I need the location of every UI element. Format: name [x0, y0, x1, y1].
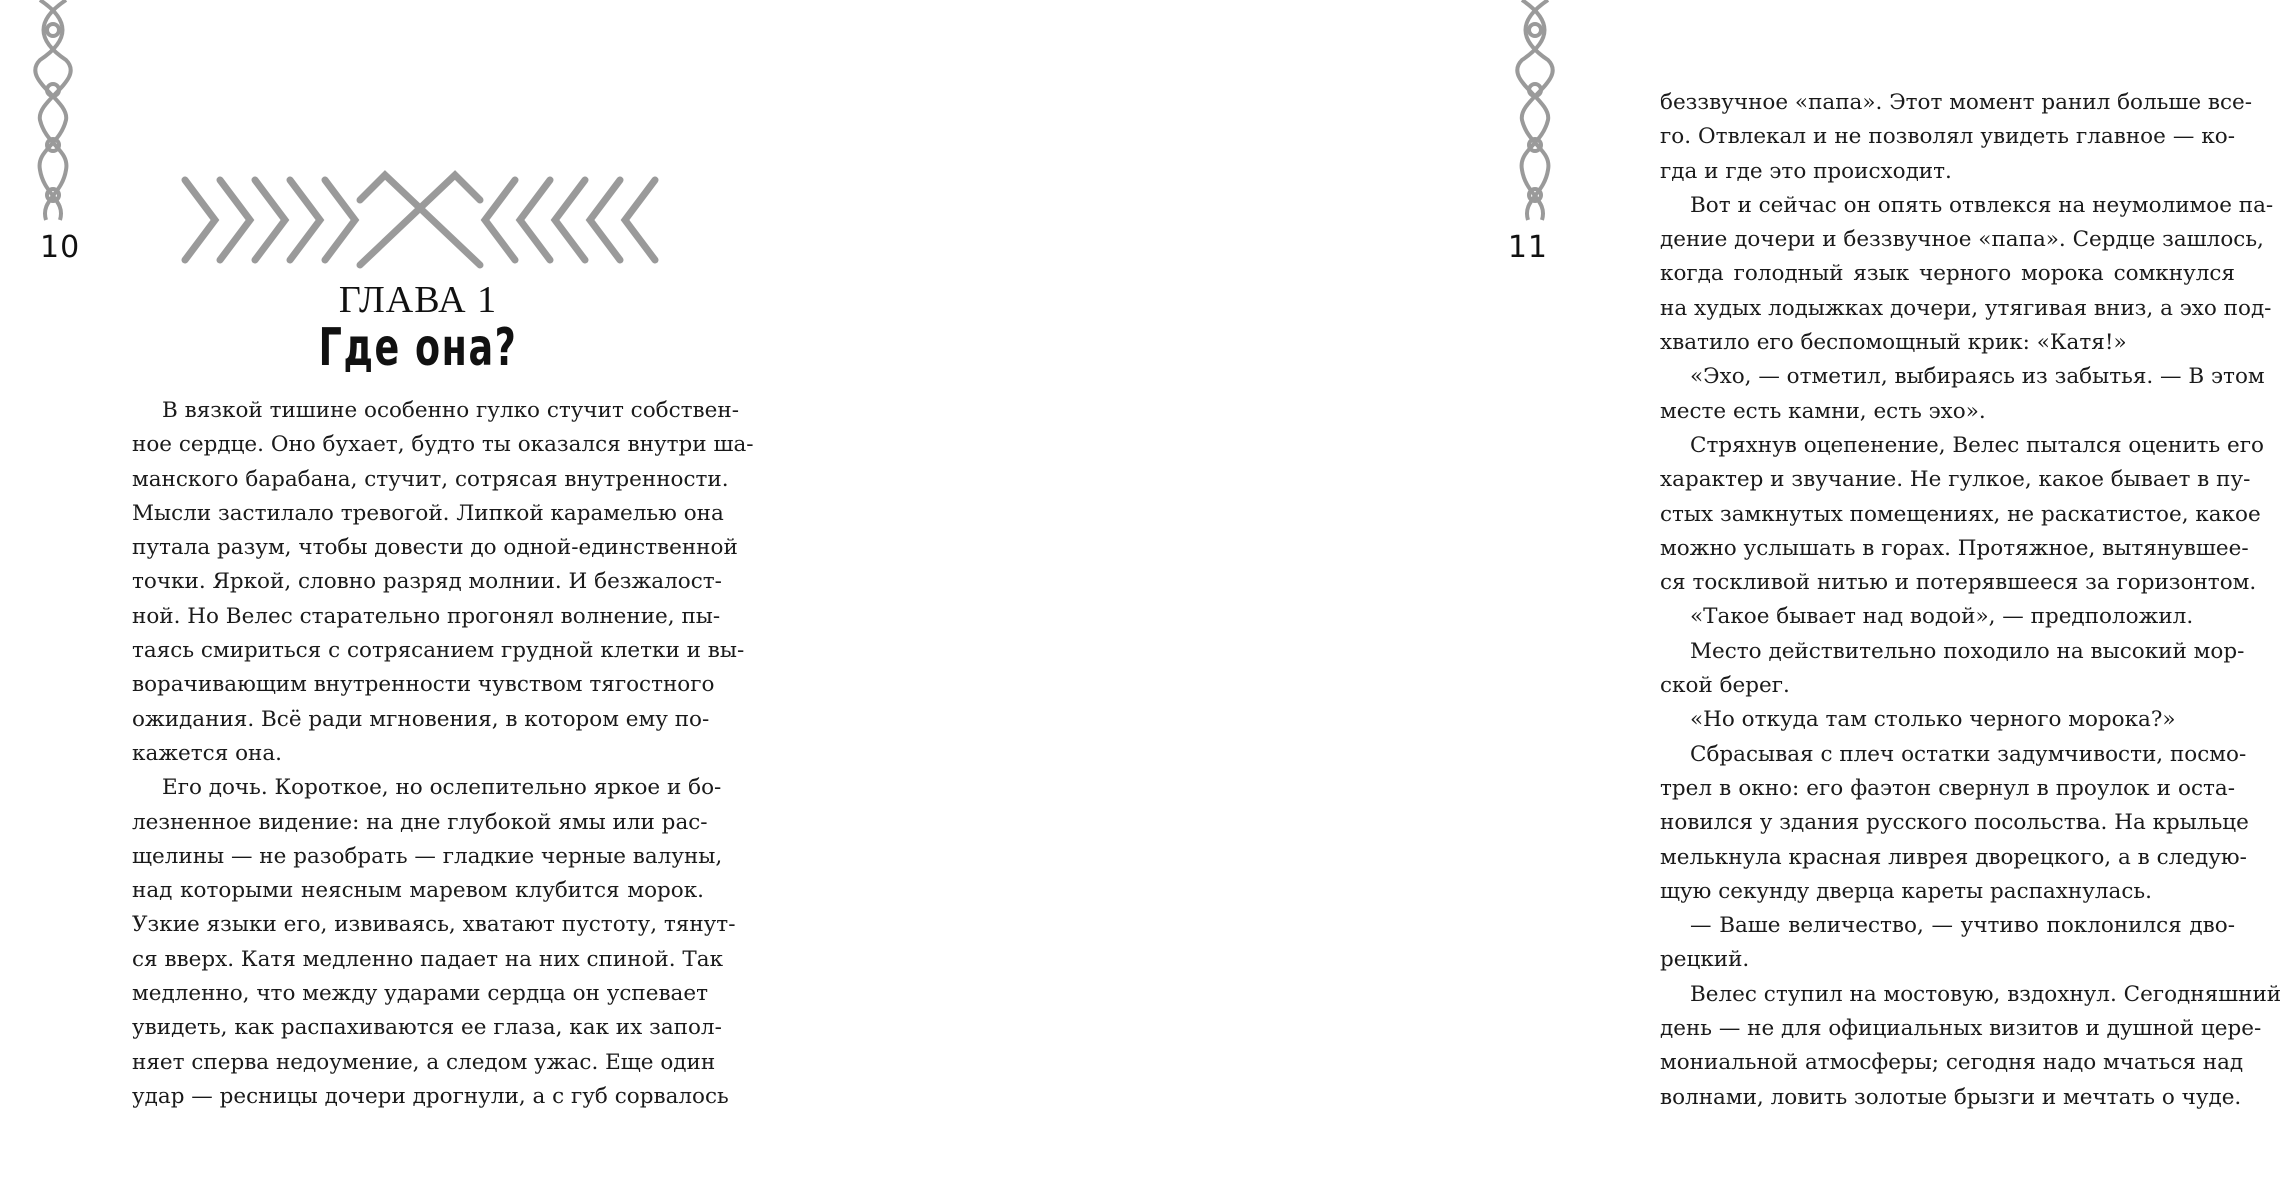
text-line: В вязкой тишине особенно гулко стучит собствен-	[162, 398, 739, 423]
text-line: Его дочь. Короткое, но ослепительно яркое и бо-	[162, 775, 722, 801]
rune-ornament-icon	[180, 170, 660, 270]
text-line: медленно, что между ударами сердца он успевает	[132, 981, 708, 1007]
text-line: щую секунду дверца кареты распахнулась.	[1660, 878, 2152, 904]
knot-ornament-right-icon	[1512, 0, 1558, 220]
text-line: Мысли застилало тревогой. Липкой карамелью она	[132, 500, 724, 526]
chapter-label: ГЛАВА 1	[338, 279, 498, 321]
text-line: Узкие языки его, извиваясь, хватают пустоту, тянут-	[132, 912, 736, 938]
text-line: ворачивающим внутренности чувством тягостного	[132, 672, 715, 698]
text-line: ся вверх. Катя медленно падает на них спиной. Так	[132, 946, 724, 972]
text-line: манского барабана, стучит, сотрясая внутренности.	[132, 466, 729, 492]
text-line: рецкий.	[1660, 947, 1750, 973]
text-line: мониальной атмосферы; сегодня надо мчаться над	[1660, 1050, 2244, 1076]
chapter-title: Где она?	[318, 318, 518, 378]
text-line: на худых лодыжках дочери, утягивая вниз, а эхо под-	[1660, 295, 2272, 321]
right-page	[794, 0, 2281, 1191]
text-line: можно услышать в горах. Протяжное, вытянувшее-	[1660, 535, 2249, 561]
body-text-right	[1660, 86, 2281, 1115]
text-line: Велес ступил на мостовую, вздохнул. Сегодняшний	[1690, 981, 2281, 1007]
text-line: ной. Но Велес старательно прогонял волнение, пы-	[132, 603, 721, 629]
text-line: над которыми неясным маревом клубится морок.	[132, 878, 704, 904]
text-line: го. Отвлекал и не позволял увидеть главное — ко-	[1660, 124, 2235, 150]
text-line: «Такое бывает над водой», — предположил.	[1690, 604, 2194, 630]
text-line: беззвучное «папа». Этот момент ранил больше все-	[1660, 90, 2253, 115]
text-line: точки. Яркой, словно разряд молнии. И безжалост-	[132, 569, 722, 595]
knot-ornament-left-icon	[30, 0, 76, 220]
page-number: 11	[1507, 230, 1548, 265]
text-line: лезненное видение: на дне глубокой ямы или рас-	[132, 809, 708, 835]
text-line: путала разум, чтобы довести до одной-единственной	[132, 535, 738, 561]
text-line: мелькнула красная ливрея дворецкого, а в следую-	[1660, 844, 2247, 870]
left-page	[0, 0, 794, 1191]
text-line: дение дочери и беззвучное «папа». Сердце зашлось,	[1660, 227, 2264, 253]
text-line: волнами, ловить золотые брызги и мечтать о чуде.	[1660, 1084, 2242, 1110]
text-line: кажется она.	[132, 740, 283, 766]
text-line: щелины — не разобрать — гладкие черные валуны,	[132, 843, 723, 869]
text-line: ное сердце. Оно бухает, будто ты оказался внутри ша-	[132, 432, 754, 458]
text-line: Место действительно походило на высокий мор-	[1690, 638, 2245, 664]
text-line: новился у здания русского посольства. На крыльце	[1660, 810, 2249, 836]
text-line: характер и звучание. Не гулкое, какое бывает в пу-	[1660, 467, 2251, 493]
text-line: ся тоскливой нитью и потерявшееся за горизонтом.	[1660, 570, 2257, 596]
text-line: Сбрасывая с плеч остатки задумчивости, посмо-	[1690, 741, 2247, 767]
text-line: стых замкнутых помещениях, не раскатистое, какое	[1660, 501, 2261, 527]
text-line: — Ваше величество, — учтиво поклонился дво-	[1690, 913, 2235, 939]
text-line: Стряхнув оцепенение, Велес пытался оценить его	[1690, 432, 2264, 458]
text-line: увидеть, как распахиваются ее глаза, как их запол-	[132, 1015, 722, 1041]
text-line: удар — ресницы дочери дрогнули, а с губ сорвалось	[132, 1083, 729, 1109]
text-line: когда голодный язык черного морока сомкнулся	[1660, 261, 2235, 287]
text-line: няет сперва недоумение, а следом ужас. Еще один	[132, 1049, 716, 1075]
text-line: таясь смириться с сотрясанием грудной клетки и вы-	[132, 638, 745, 664]
text-line: день — не для официальных визитов и душной цере-	[1660, 1016, 2262, 1042]
text-line: «Эхо, — отметил, выбираясь из забытья. — В этом	[1690, 364, 2265, 390]
body-text-left	[132, 394, 754, 1114]
text-line: гда и где это происходит.	[1660, 158, 1952, 184]
text-line: ской берег.	[1660, 673, 1790, 699]
text-line: трел в окно: его фаэтон свернул в проулок и оста-	[1660, 775, 2235, 801]
text-line: хватило его беспомощный крик: «Катя!»	[1660, 330, 2127, 356]
text-line: ожидания. Всё ради мгновения, в котором ему по-	[132, 706, 710, 732]
page-number: 10	[40, 230, 81, 265]
text-line: «Но откуда там столько черного морока?»	[1690, 707, 2176, 733]
text-line: месте есть камни, есть эхо».	[1660, 398, 1986, 424]
text-line: Вот и сейчас он опять отвлекся на неумолимое па-	[1690, 192, 2274, 218]
